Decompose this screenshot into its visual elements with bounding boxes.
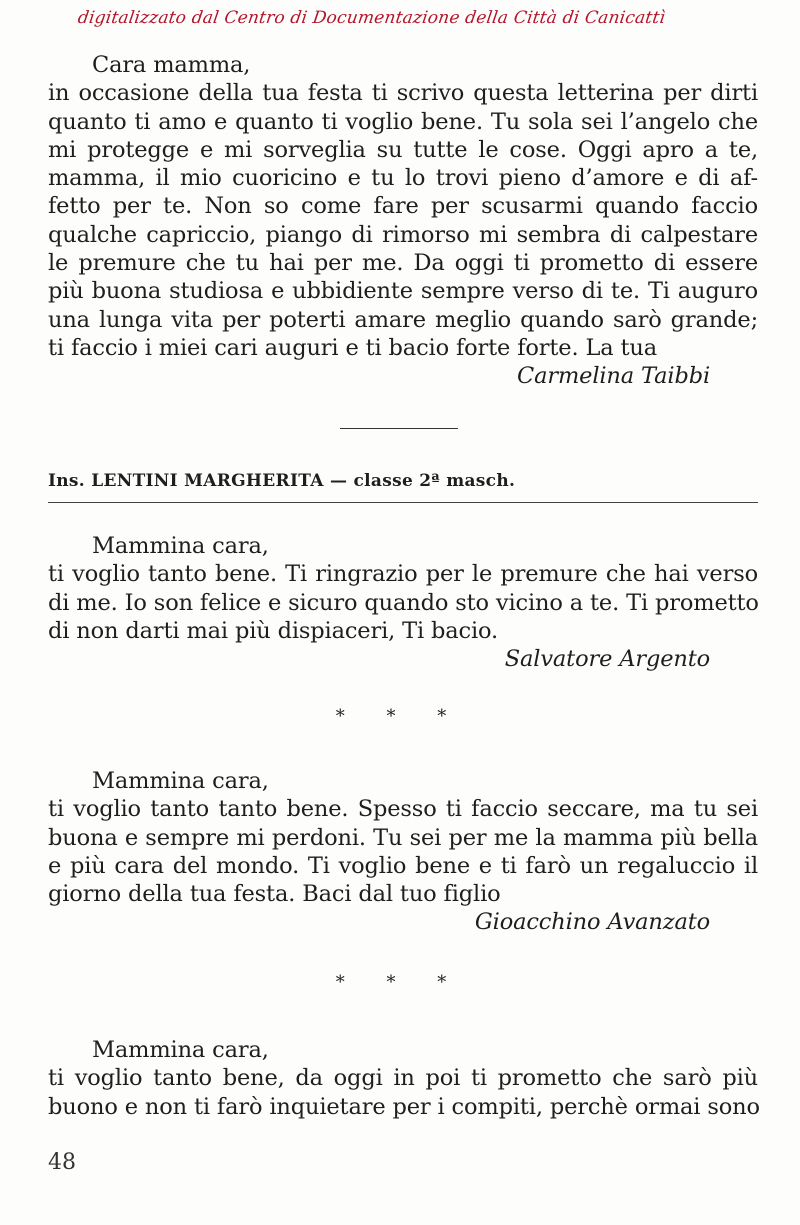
letter-line: ti voglio tanto tanto bene. Spesso ti faccio seccare, ma tu sei <box>48 796 758 823</box>
letter-signature: Gioacchino Avanzato <box>474 909 710 936</box>
letter-line: mamma, il mio cuoricino e tu lo trovi pieno d’amore e di af- <box>48 165 758 192</box>
letter-greeting: Mammina cara, <box>92 1037 269 1063</box>
page-number: 48 <box>48 1150 76 1175</box>
letter-line: quanto ti amo e quanto ti voglio bene. Tu sola sei l’angelo che <box>48 108 758 135</box>
letter-line: in occasione della tua festa ti scrivo questa letterina per dirti <box>48 80 758 107</box>
header-rule <box>48 502 758 503</box>
letter-line: ti voglio tanto bene, da oggi in poi ti prometto che sarò più <box>48 1065 758 1092</box>
letter-partial <box>48 1036 758 1121</box>
letter-line: giorno della tua festa. Baci dal tuo figlio <box>48 881 501 908</box>
letter-signature: Carmelina Taibbi <box>517 363 710 390</box>
letter-greeting: Cara mamma, <box>92 52 251 78</box>
letter-carmelina <box>48 51 758 391</box>
letter-line: e più cara del mondo. Ti voglio bene e ti farò un regaluccio il <box>48 852 758 879</box>
letter-salvatore <box>48 532 758 673</box>
letter-line: di non darti mai più dispiaceri, Ti bacio. <box>48 617 499 644</box>
letter-gioacchino <box>48 767 758 937</box>
letter-greeting: Mammina cara, <box>92 768 269 794</box>
letter-line: qualche capriccio, piango di rimorso mi sembra di calpestare <box>48 221 758 248</box>
letter-line: le premure che tu hai per me. Da oggi ti prometto di essere <box>48 250 758 277</box>
letter-line: buona e sempre mi perdoni. Tu sei per me la mamma più bella <box>48 824 758 851</box>
letter-line: una lunga vita per poterti amare meglio quando sarò grande; <box>48 306 758 333</box>
letter-line: mi protegge e mi sorveglia su tutte le cose. Oggi apro a te, <box>48 136 758 163</box>
letter-greeting: Mammina cara, <box>92 533 269 559</box>
digitization-watermark: digitalizzato dal Centro di Documentazione della Città di Canicattì <box>76 8 667 28</box>
letter-signature: Salvatore Argento <box>504 646 710 673</box>
teacher-class-header: Ins. LENTINI MARGHERITA — classe 2ª masch. <box>48 471 516 491</box>
letter-line: fetto per te. Non so come fare per scusarmi quando faccio <box>48 193 758 220</box>
letter-line: di me. Io son felice e sicuro quando sto vicino a te. Ti prometto <box>48 589 759 616</box>
letter-line: più buona studiosa e ubbidiente sempre verso di te. Ti auguro <box>48 278 758 305</box>
letter-line: buono e non ti farò inquietare per i compiti, perchè ormai sono <box>48 1093 760 1120</box>
section-divider <box>340 428 458 429</box>
stars-separator: * * * <box>335 972 465 993</box>
letter-line: ti voglio tanto bene. Ti ringrazio per le premure che hai verso <box>48 561 758 588</box>
letter-line: ti faccio i miei cari auguri e ti bacio forte forte. La tua <box>48 334 657 361</box>
stars-separator: * * * <box>335 706 465 727</box>
